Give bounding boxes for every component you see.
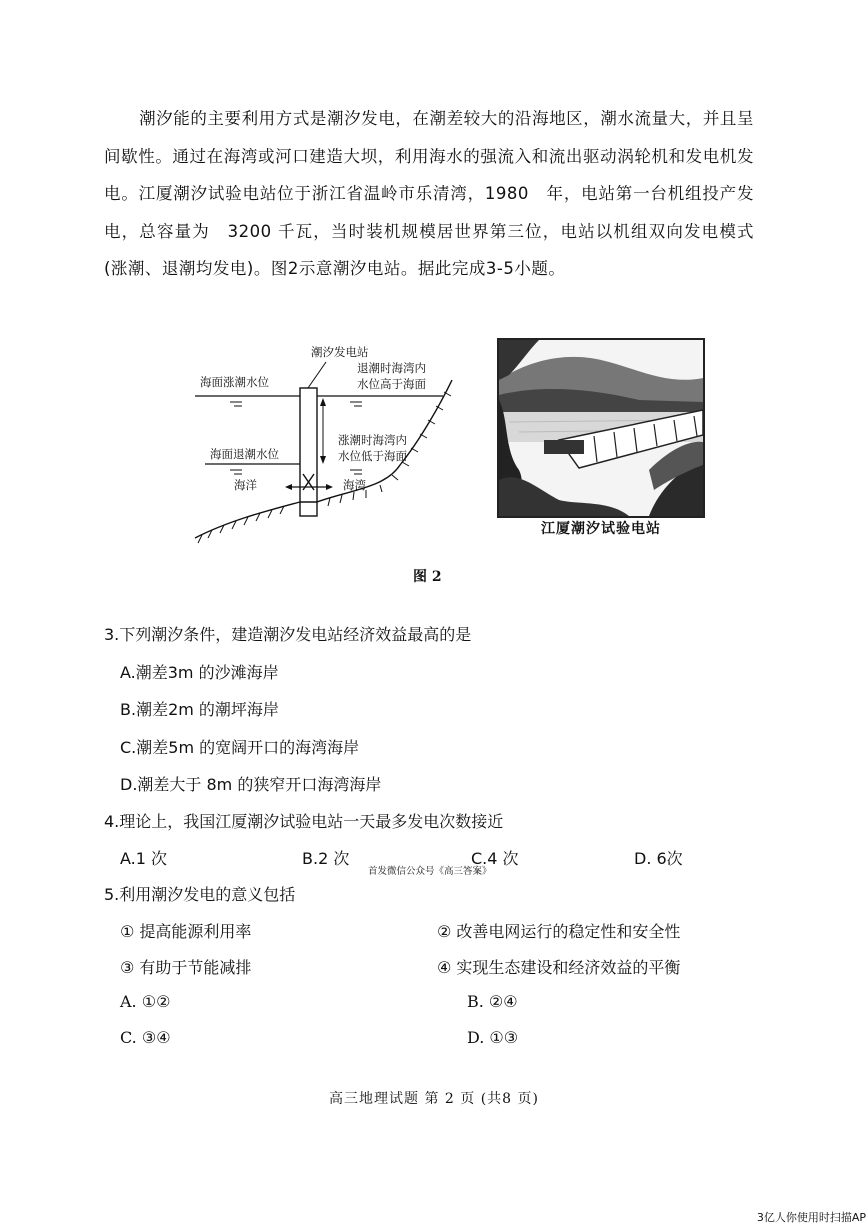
figure-label: 图 2: [413, 569, 442, 585]
q4-stem: 4.理论上，我国江厦潮汐试验电站一天最多发电次数接近: [104, 812, 504, 831]
station-photo: [497, 338, 705, 518]
watermark-note: 首发微信公众号《高三答案》: [368, 866, 492, 877]
q5-statement-1: ① 提高能源利用率: [120, 922, 252, 941]
ebb-note-line1: 退潮时海湾内: [357, 361, 426, 375]
q5-option-a: A. ①②: [120, 992, 171, 1011]
q5-statement-4: ④ 实现生态建设和经济效益的平衡: [437, 958, 681, 977]
q3-option-b: B.潮差2m 的潮坪海岸: [120, 700, 279, 719]
q5-stem: 5.利用潮汐发电的意义包括: [104, 885, 296, 904]
tidal-diagram: [190, 340, 470, 550]
q5-statement-2: ② 改善电网运行的稳定性和安全性: [437, 922, 681, 941]
flood-note-line2: 水位低于海面: [338, 449, 407, 463]
page-footer: 高三地理试题 第 2 页 (共8 页): [329, 1091, 539, 1107]
high-tide-label: 海面涨潮水位: [200, 375, 269, 389]
q4-option-d: D. 6次: [634, 849, 683, 868]
ebb-note-line2: 水位高于海面: [357, 377, 426, 391]
station-photo-drawing: [499, 340, 703, 516]
station-label: 潮汐发电站: [311, 345, 369, 359]
photo-caption: 江厦潮汐试验电站: [541, 521, 661, 537]
q3-stem: 3.下列潮汐条件，建造潮汐发电站经济效益最高的是: [104, 625, 472, 644]
ocean-label: 海洋: [234, 478, 257, 492]
corner-text: 3亿人你使用时扫描AP: [756, 1211, 866, 1224]
q4-option-a: A.1 次: [120, 849, 168, 868]
q4-option-b: B.2 次: [302, 849, 350, 868]
intro-paragraph: [104, 100, 754, 288]
flood-note-line1: 涨潮时海湾内: [338, 433, 407, 447]
tidal-diagram-svg: [190, 340, 470, 550]
q5-statement-3: ③ 有助于节能减排: [120, 958, 252, 977]
q5-option-b: B. ②④: [467, 992, 518, 1011]
q3-option-a: A.潮差3m 的沙滩海岸: [120, 663, 279, 682]
q3-option-c: C.潮差5m 的宽阔开口的海湾海岸: [120, 738, 360, 757]
q3-option-d: D.潮差大于 8m 的狭窄开口海湾海岸: [120, 775, 382, 794]
bay-label: 海湾: [343, 478, 366, 492]
intro-text: 潮汐能的主要利用方式是潮汐发电，在潮差较大的沿海地区，潮水流量大，并且呈间歇性。通过在海湾或河口建造大坝，利用海水的强流入和流出驱动涡轮机和发电机发电。江厦潮汐试验电站位于浙江省温岭市乐清湾，1980 年，电站第一台机组投产发电，总容量为 3200 千瓦，当时装机规模居世界第三位，电站以机组双向发电模式(涨潮、退潮均发电)。图2示意潮汐电站。据此完成3-5小题。: [104, 109, 754, 278]
q5-option-c: C. ③④: [120, 1028, 171, 1047]
low-tide-label: 海面退潮水位: [210, 447, 279, 461]
q4-option-c: C.4 次: [471, 849, 519, 868]
q5-option-d: D. ①③: [467, 1028, 519, 1047]
